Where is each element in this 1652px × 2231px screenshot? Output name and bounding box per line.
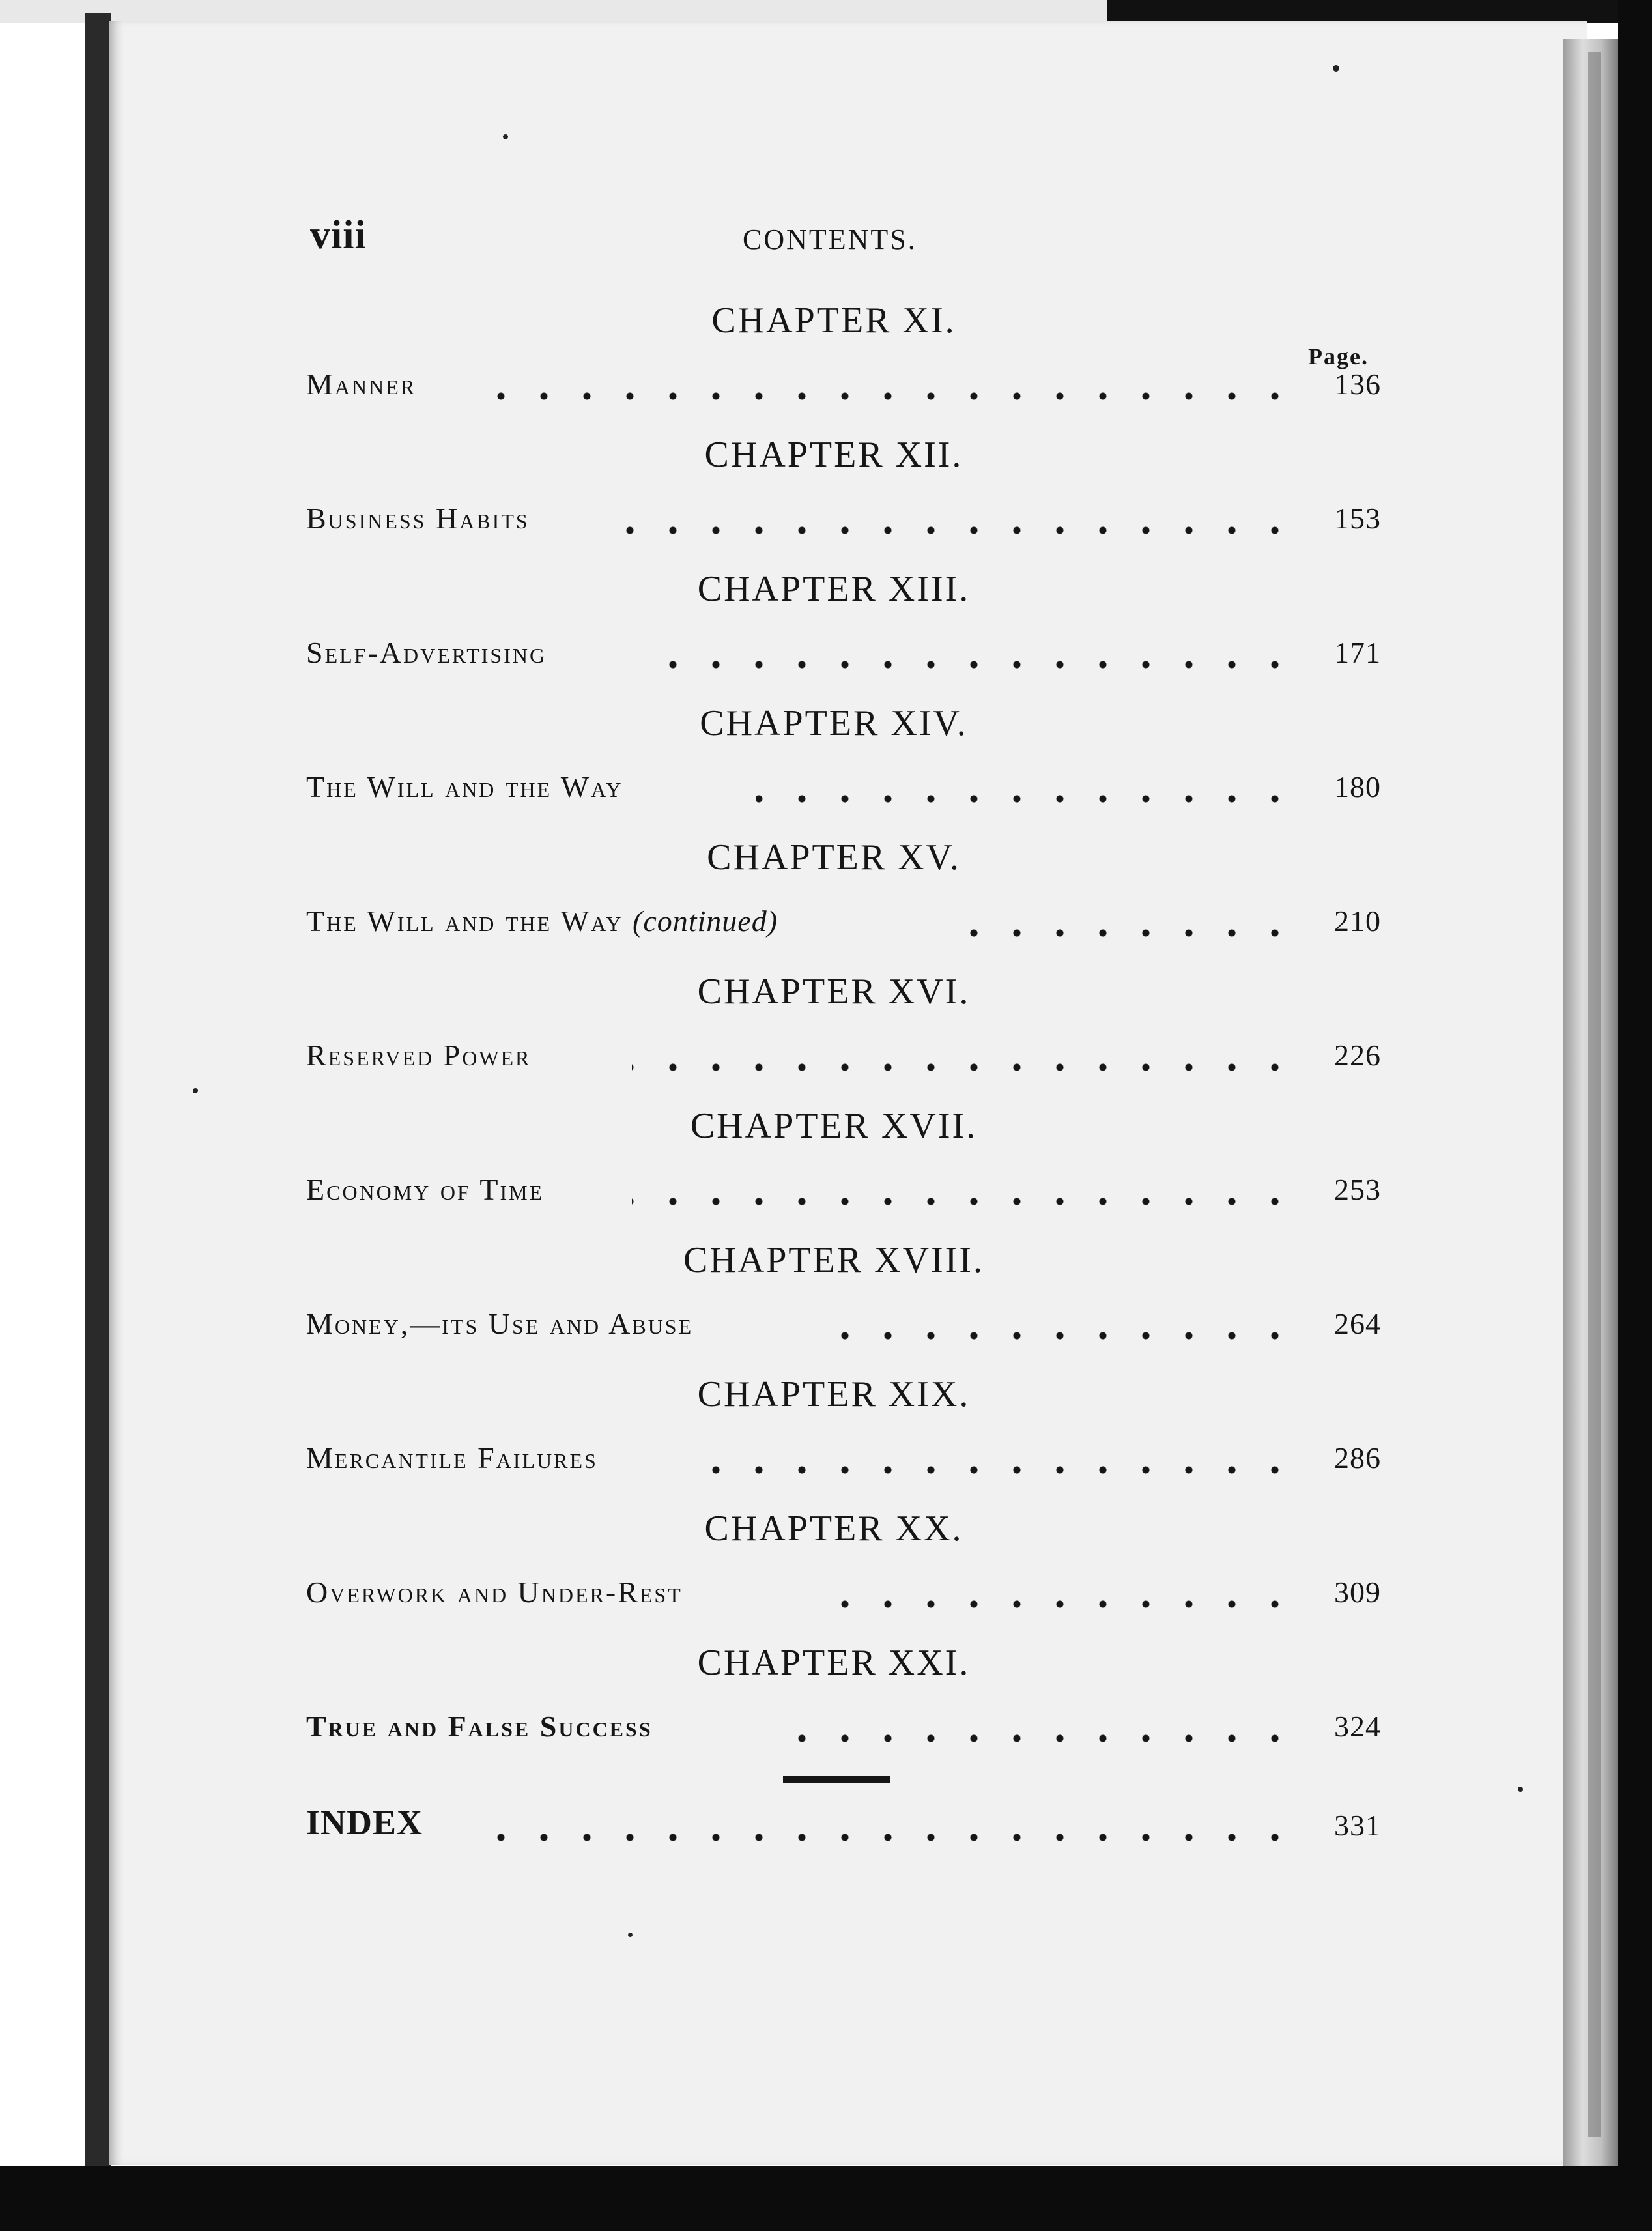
page-folio: viii: [310, 213, 367, 257]
chapter-heading: CHAPTER XIV.: [700, 703, 968, 743]
entry-title: Self-Advertising: [306, 636, 547, 669]
entry-page-number: 286: [1334, 1441, 1381, 1475]
chapter-heading: CHAPTER XIII.: [697, 569, 971, 609]
entry-title: Mercantile Failures: [306, 1441, 598, 1475]
scan-speck: [503, 134, 508, 139]
entry-page-number: 180: [1334, 770, 1381, 803]
chapter-heading: CHAPTER XX.: [704, 1508, 963, 1549]
toc-entry[interactable]: [306, 1165, 1381, 1211]
entry-page-number: 171: [1334, 636, 1381, 669]
entry-page-number: 153: [1334, 502, 1381, 535]
dot-leader: [612, 526, 1296, 534]
entry-title: Reserved Power: [306, 1039, 532, 1072]
toc-entry[interactable]: [306, 360, 1381, 405]
toc-entry[interactable]: [306, 1299, 1381, 1345]
scan-speck: [1518, 1787, 1523, 1792]
toc-entry[interactable]: [306, 762, 1381, 808]
entry-page-number: 324: [1334, 1710, 1381, 1743]
entry-title: Economy of Time: [306, 1173, 545, 1206]
dot-leader: [808, 1600, 1296, 1608]
chapter-heading: CHAPTER XIX.: [697, 1374, 971, 1415]
entry-page-number: 136: [1334, 367, 1381, 401]
entry-title: Money,—its Use and Abuse: [306, 1307, 694, 1340]
dot-leader: [814, 1332, 1296, 1340]
entry-title-note: (continued): [633, 904, 778, 938]
entry-page-number: 331: [1334, 1809, 1381, 1842]
index-title: INDEX: [306, 1803, 423, 1842]
dot-leader: [775, 1734, 1296, 1742]
toc-entry[interactable]: [306, 1031, 1381, 1076]
entry-title: True and False Success: [306, 1710, 653, 1743]
entry-title: Overwork and Under-Rest: [306, 1576, 683, 1609]
scan-speck: [193, 1088, 198, 1093]
dot-leader: [482, 392, 1296, 400]
toc-entry[interactable]: [306, 897, 1381, 942]
scan-frame-bottom: [0, 2166, 1652, 2231]
dot-leader: [632, 1063, 1296, 1071]
scan-speck: [628, 1933, 633, 1937]
dot-leader: [951, 929, 1296, 937]
chapter-heading: CHAPTER XI.: [711, 300, 956, 341]
toc-entry[interactable]: [306, 1433, 1381, 1479]
entry-page-number: 253: [1334, 1173, 1381, 1206]
dot-leader: [645, 661, 1296, 669]
toc-entry[interactable]: [306, 1568, 1381, 1613]
entry-page-number: 210: [1334, 904, 1381, 938]
dot-leader: [469, 1834, 1296, 1841]
chapter-heading: CHAPTER XV.: [707, 837, 961, 878]
entry-title: Manner: [306, 367, 417, 401]
dot-leader: [756, 795, 1296, 803]
toc-entry[interactable]: [306, 494, 1381, 540]
entry-title: [306, 904, 778, 938]
scan-frame-left: [85, 13, 111, 2166]
entry-title: Business Habits: [306, 502, 530, 535]
scan-speck: [1333, 65, 1339, 72]
entry-title: The Will and the Way: [306, 770, 623, 803]
chapter-heading: CHAPTER XXI.: [697, 1643, 971, 1683]
scan-frame-top-light: [0, 0, 1107, 23]
toc-entry[interactable]: [306, 1702, 1381, 1748]
section-rule: [783, 1776, 890, 1783]
page-column-label: Page.: [1308, 343, 1369, 369]
entry-page-number: 226: [1334, 1039, 1381, 1072]
entry-page-number: 264: [1334, 1307, 1381, 1340]
entry-page-number: 309: [1334, 1576, 1381, 1609]
dot-leader: [632, 1198, 1296, 1205]
chapter-heading: CHAPTER XVII.: [690, 1106, 978, 1146]
scan-frame-right: [1618, 0, 1652, 2231]
toc-entry[interactable]: [306, 628, 1381, 674]
page-edge-stripe: [1588, 52, 1601, 2137]
chapter-heading: CHAPTER XVIII.: [683, 1240, 984, 1280]
chapter-heading: CHAPTER XVI.: [697, 972, 971, 1012]
dot-leader: [697, 1466, 1296, 1474]
chapter-heading: CHAPTER XII.: [704, 435, 963, 475]
entry-title-text: The Will and the Way: [306, 904, 623, 938]
toc-entry-index[interactable]: [306, 1801, 1381, 1847]
running-title: CONTENTS.: [743, 223, 917, 255]
